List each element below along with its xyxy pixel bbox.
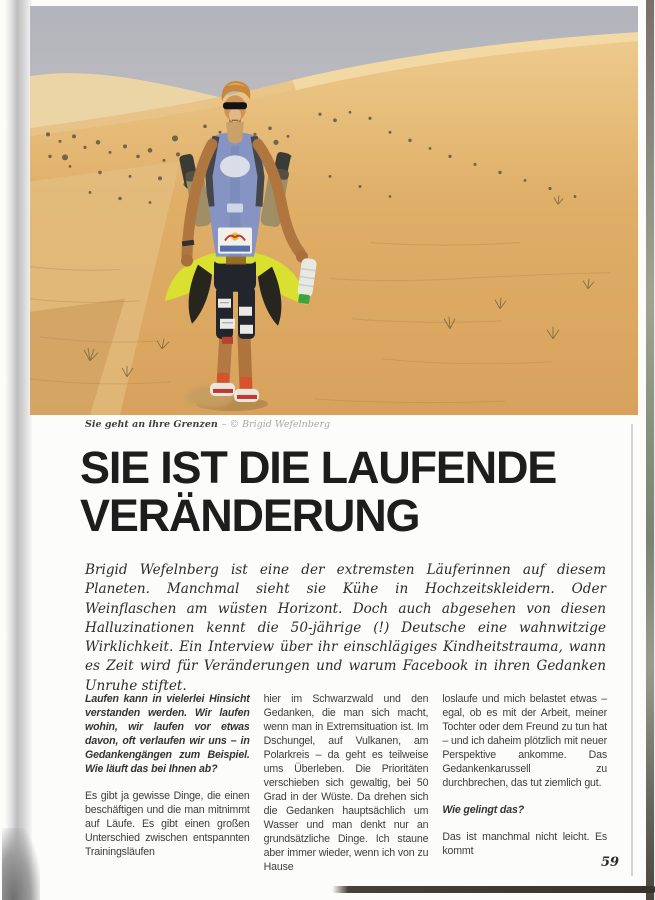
photo-caption-title: Sie geht an ihre Grenzen bbox=[85, 419, 218, 430]
body-column-2 bbox=[264, 692, 429, 887]
next-page-edge bbox=[332, 886, 655, 893]
interview-answer: loslaufe und mich belastet etwas – egal, ob es mit der Arbeit, meiner Tochter oder dem Freund zu tun hat – und ich daheim plötzlich mit neuer Perspektive ankomme. Das Gedankenkarussell zu durchbrechen, das tut ziemlich gut. bbox=[442, 693, 608, 789]
interview-answer: hier im Schwarzwald und den Gedanken, die man sich macht, wenn man in Extremsituation ist. Im Dschungel, auf Vulkanen, am Polarkreis – da geht es teilweise ums Überleben. Die Prioritäten verschieben sich gewaltig, bei 50 Grad in der Wüste. Da drehen sich die Gedanken hauptsächlich um Wasser und man denkt nur an grundsätzliche Dinge. Ich staune aber immer wieder, wenn ich von zu Hause bbox=[263, 693, 429, 873]
article-body bbox=[85, 692, 607, 887]
interview-answer: Das ist manchmal nicht leicht. Es kommt bbox=[442, 831, 608, 857]
page-number: 59 bbox=[601, 855, 620, 870]
page-spine-shadow bbox=[5, 0, 32, 900]
photo-caption-credit: – © Brigid Wefelnberg bbox=[221, 419, 331, 430]
body-column-1 bbox=[85, 692, 250, 887]
corner-shadow bbox=[2, 828, 40, 900]
interview-answer: Es gibt ja gewisse Dinge, die einen beschäftigen und die man mitnimmt auf Läufe. Es gibt einen großen Unterschied zwischen entspannten Trainingsläufen bbox=[85, 790, 250, 858]
article-headline bbox=[80, 444, 556, 540]
interview-question: Wie gelingt das? bbox=[442, 804, 525, 816]
page-edge-right bbox=[646, 0, 654, 900]
desert-runner-illustration bbox=[30, 6, 638, 415]
article-photo bbox=[30, 6, 638, 415]
sunglasses bbox=[223, 102, 247, 109]
photo-caption bbox=[85, 419, 330, 430]
headline-line-1: SIE IST DIE LAUFENDE bbox=[80, 442, 557, 493]
page-edge-line bbox=[631, 424, 633, 876]
article-intro: Brigid Wefelnberg ist eine der extremsten Läuferinnen auf diesem Planeten. Manchmal sieht sie Kühe in Hochzeitskleidern. Oder Weinflaschen am wüsten Horizont. Doch auch abgesehen von diesen Halluzinationen kennt die 50-jährige (!) Deutsche eine wahnwitzige Wirklichkeit. Ein Interview über ihr einschlägiges Kindheitstrauma, wann es Zeit wird für Veränderungen und warum Facebook in ihren Gedanken Unruhe stiftet. bbox=[85, 562, 606, 694]
body-column-3 bbox=[442, 692, 607, 887]
interview-question: Laufen kann in vielerlei Hinsicht verstanden werden. Wir laufen wohin, wir laufen vor etwas davon, oft verlaufen wir uns – in Gedankengängen zum Beispiel. Wie läuft das bei Ihnen ab? bbox=[85, 693, 250, 775]
headline-line-2: VERÄNDERUNG bbox=[80, 490, 420, 541]
